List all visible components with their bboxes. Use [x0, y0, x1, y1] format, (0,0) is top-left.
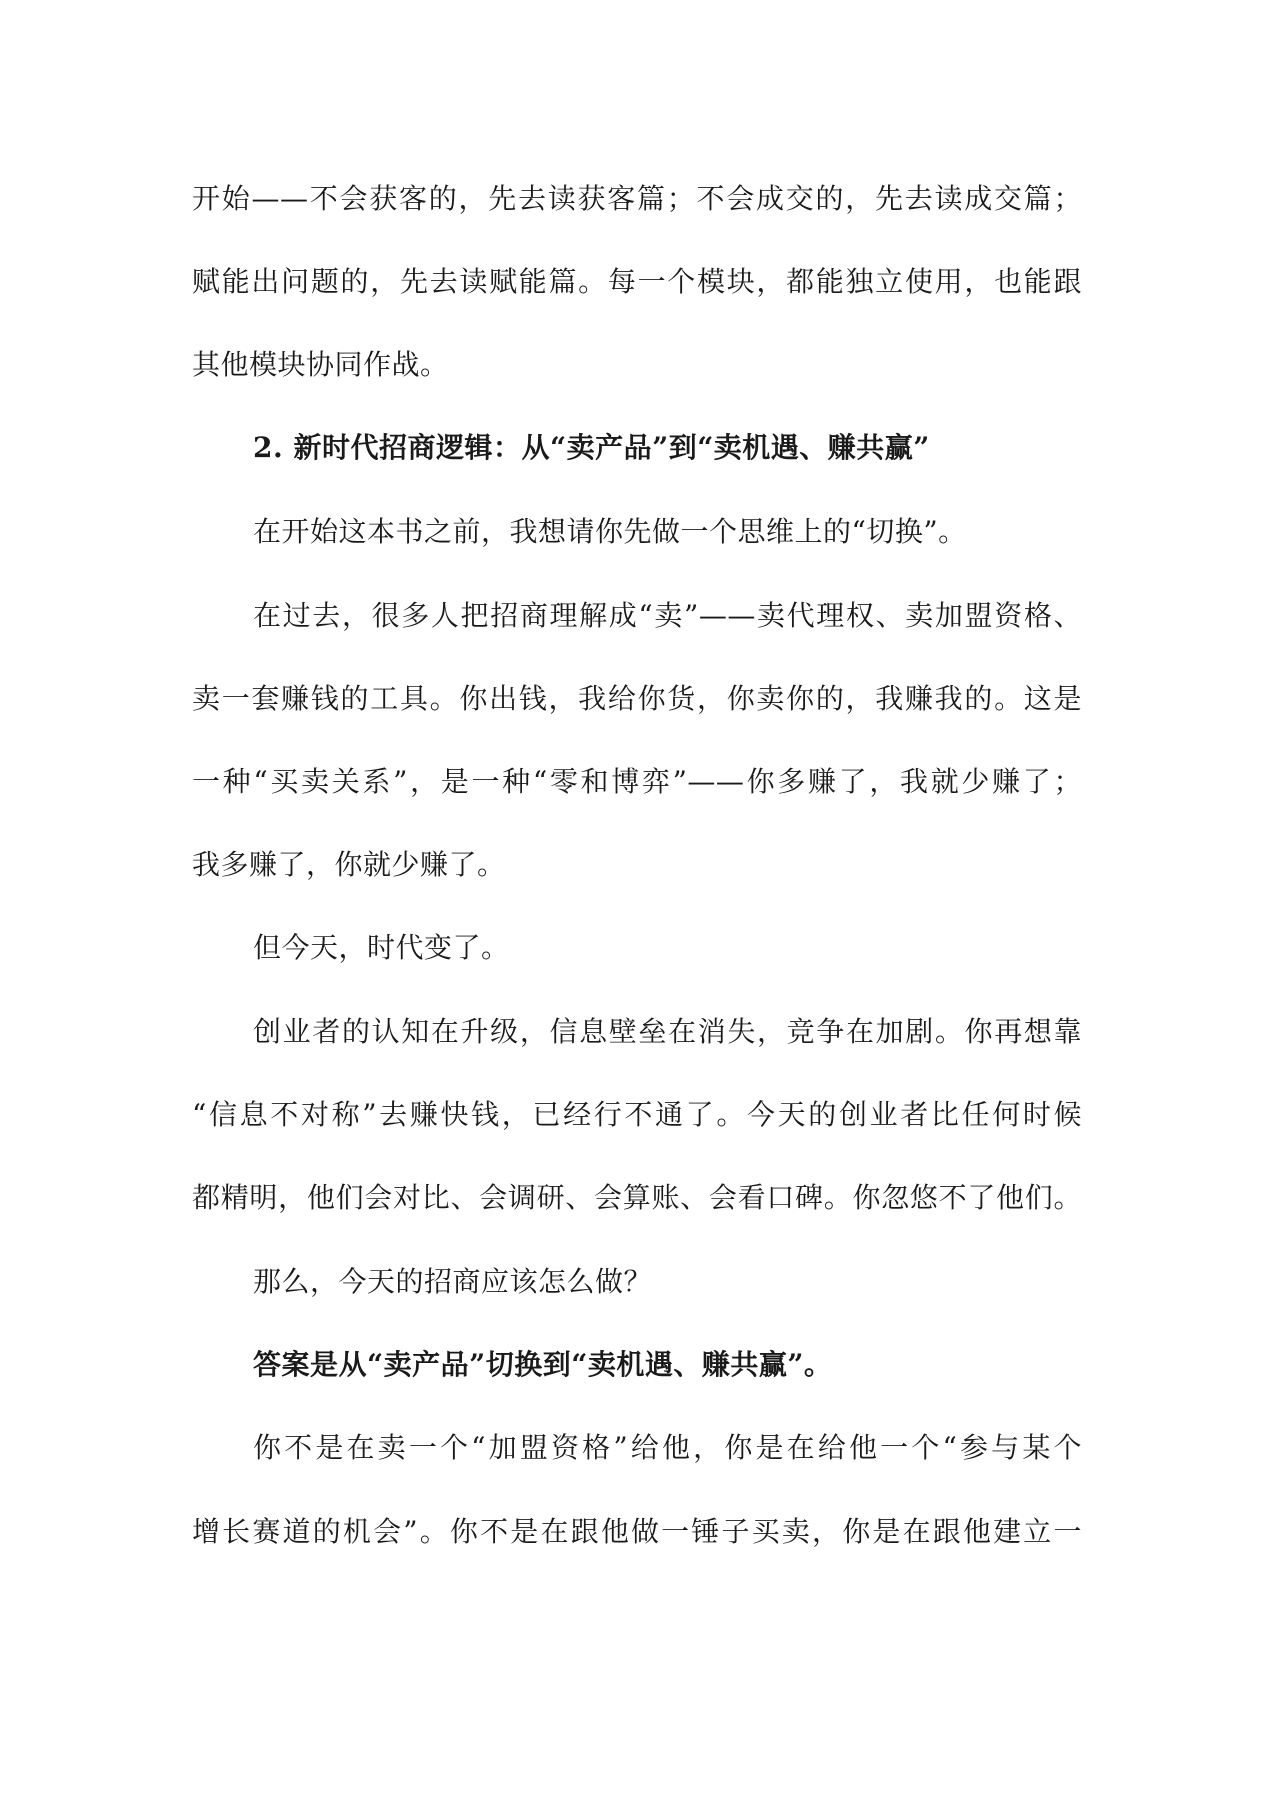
paragraph-line: 增长赛道的机会”。你不是在跟他做一锤子买卖，你是在跟他建立一: [192, 1515, 1082, 1548]
paragraph-line: 都精明，他们会对比、会调研、会算账、会看口碑。你忽悠不了他们。: [192, 1181, 1082, 1214]
paragraph-line: 在过去，很多人把招商理解成“卖”——卖代理权、卖加盟资格、: [253, 599, 1082, 632]
paragraph-line: 但今天，时代变了。: [253, 931, 510, 964]
paragraph-line: 卖一套赚钱的工具。你出钱，我给你货，你卖你的，我赚我的。这是: [192, 682, 1082, 715]
paragraph-line: 在开始这本书之前，我想请你先做一个思维上的“切换”。: [253, 515, 967, 548]
paragraph-line: 赋能出问题的，先去读赋能篇。每一个模块，都能独立使用，也能跟: [192, 265, 1082, 298]
paragraph-line: 开始——不会获客的，先去读获客篇；不会成交的，先去读成交篇；: [192, 182, 1082, 215]
paragraph-line: 创业者的认知在升级，信息壁垒在消失，竞争在加剧。你再想靠: [253, 1015, 1082, 1048]
section-heading: 2. 新时代招商逻辑：从“卖产品”到“卖机遇、赚共赢”: [253, 431, 930, 464]
paragraph-line: 你不是在卖一个“加盟资格”给他，你是在给他一个“参与某个: [253, 1431, 1082, 1464]
paragraph-line: “信息不对称”去赚快钱，已经行不通了。今天的创业者比任何时候: [192, 1098, 1082, 1131]
paragraph-line: 一种“买卖关系”，是一种“零和博弈”——你多赚了，我就少赚了；: [192, 765, 1082, 798]
emphasis-line: 答案是从“卖产品”切换到“卖机遇、赚共赢”。: [253, 1348, 833, 1381]
paragraph-line: 我多赚了，你就少赚了。: [192, 848, 506, 881]
paragraph-line: 其他模块协同作战。: [192, 348, 449, 381]
paragraph-line: 那么，今天的招商应该怎么做？: [253, 1265, 653, 1298]
